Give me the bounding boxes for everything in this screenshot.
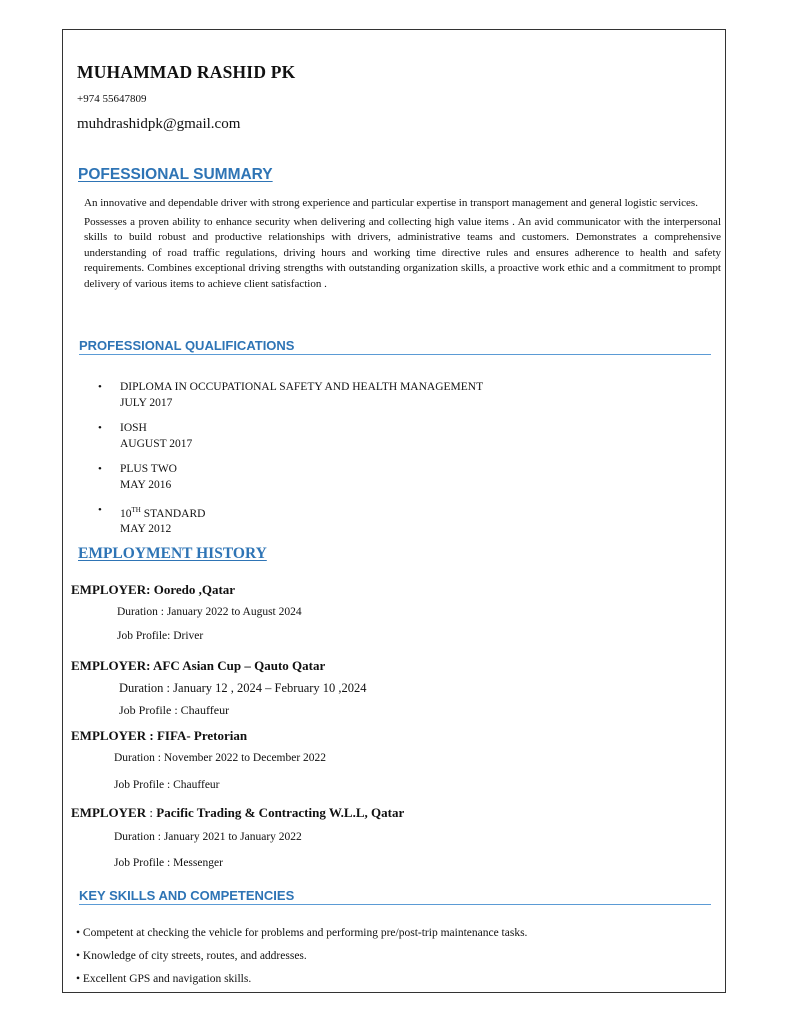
employer-separator: : bbox=[146, 582, 154, 597]
summary-section bbox=[84, 196, 721, 295]
job-profile: Job Profile : Chauffeur bbox=[114, 779, 220, 791]
qualification-date: AUGUST 2017 bbox=[120, 437, 193, 450]
employment-duration: Duration : January 12 , 2024 – February 10 ,2024 bbox=[119, 681, 367, 695]
qualifications-heading-text: PROFESSIONAL QUALIFICATIONS bbox=[79, 338, 295, 353]
qualification-item bbox=[98, 462, 483, 493]
qualification-item bbox=[98, 421, 483, 452]
candidate-name: MUHAMMAD RASHID PK bbox=[77, 62, 296, 82]
qualifications-list bbox=[98, 380, 483, 548]
employer-separator: : bbox=[146, 728, 157, 743]
job-profile: Job Profile : Chauffeur bbox=[119, 703, 230, 717]
employment-duration: Duration : November 2022 to December 2022 bbox=[114, 752, 327, 764]
qualification-date: MAY 2012 bbox=[120, 523, 172, 536]
qualification-date: MAY 2016 bbox=[120, 478, 172, 491]
email-address: muhdrashidpk@gmail.com bbox=[77, 116, 241, 132]
employment-duration: Duration : January 2021 to January 2022 bbox=[114, 831, 302, 843]
employer-label: EMPLOYER bbox=[71, 728, 147, 743]
qualifications-heading bbox=[79, 338, 711, 355]
skill-item: • Excellent GPS and navigation skills. bbox=[76, 973, 252, 985]
skill-item: • Competent at checking the vehicle for problems and performing pre/post-trip maintenance tasks. bbox=[76, 927, 528, 939]
bullet: • bbox=[98, 463, 102, 475]
summary-paragraph: Possesses a proven ability to enhance security when delivering and collecting high value items . An avid communicator with the interpersonal skills to build robust and productive relationships with drivers, administrative teams and customers. Demonstrates a comprehensive understanding of road traffic regulations, driving hours and working time directive rules and ensures adherence to health and safety requirements. Combines exceptional driving strengths with outstanding organization skills, a proactive work ethic and a commitment to prompt delivery of various items to achieve client satisfaction . bbox=[84, 215, 721, 290]
skills-heading-text: KEY SKILLS AND COMPETENCIES bbox=[79, 888, 295, 903]
employer-label: EMPLOYER bbox=[71, 805, 147, 820]
qualification-item bbox=[98, 380, 483, 411]
bullet: • bbox=[98, 381, 102, 393]
employer-separator: : bbox=[146, 805, 157, 820]
skills-heading bbox=[79, 888, 711, 905]
qualification-title-superscript: TH bbox=[131, 506, 141, 514]
phone-number: +974 55647809 bbox=[77, 93, 147, 105]
employment-duration: Duration : January 2022 to August 2024 bbox=[117, 606, 302, 618]
summary-paragraph: An innovative and dependable driver with strong experience and particular expertise in transport management and general logistic services. bbox=[84, 197, 698, 209]
skills-list bbox=[76, 922, 527, 991]
qualification-title: PLUS TWO bbox=[120, 463, 177, 475]
job-profile: Job Profile : Messenger bbox=[114, 857, 223, 869]
employer-line bbox=[71, 805, 404, 821]
qualification-title bbox=[120, 503, 483, 522]
skill-item: • Knowledge of city streets, routes, and addresses. bbox=[76, 950, 307, 962]
qualification-title-number: 10 bbox=[120, 507, 132, 520]
qualification-item bbox=[98, 503, 483, 538]
employer-company: Ooredo ,Qatar bbox=[153, 582, 236, 597]
employer-label: EMPLOYER bbox=[71, 582, 147, 597]
qualification-date: JULY 2017 bbox=[120, 396, 173, 409]
bullet: • bbox=[98, 422, 102, 434]
employer-company: FIFA- Pretorian bbox=[156, 728, 248, 743]
employer-company: AFC Asian Cup – Qauto Qatar bbox=[153, 658, 326, 673]
employer-separator: : bbox=[146, 658, 153, 673]
job-profile: Job Profile: Driver bbox=[117, 630, 204, 642]
employer-line bbox=[71, 728, 247, 744]
qualification-title: IOSH bbox=[120, 422, 147, 434]
employment-heading: EMPLOYMENT HISTORY bbox=[78, 545, 267, 562]
bullet: • bbox=[98, 504, 102, 516]
summary-heading: POFESSIONAL SUMMARY bbox=[78, 166, 273, 183]
qualification-title: DIPLOMA IN OCCUPATIONAL SAFETY AND HEALTH MANAGEMENT bbox=[120, 381, 484, 393]
qualification-title-suffix: STANDARD bbox=[140, 507, 206, 520]
employer-label: EMPLOYER bbox=[71, 658, 147, 673]
employer-company: Pacific Trading & Contracting W.L.L, Qatar bbox=[156, 805, 405, 820]
employer-line bbox=[71, 658, 325, 674]
employer-line bbox=[71, 582, 235, 598]
